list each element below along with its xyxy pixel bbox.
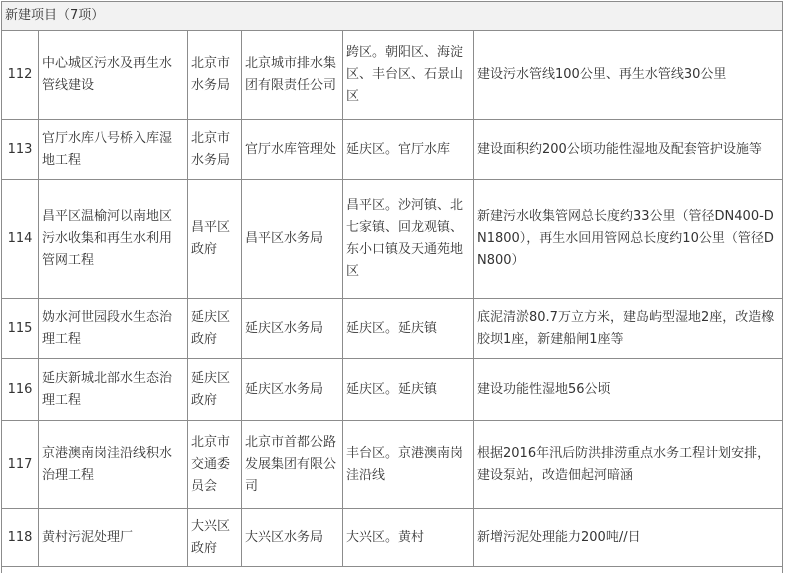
responsible-unit: 北京市水务局: [188, 120, 242, 180]
project-owner: 大兴区水务局: [242, 509, 343, 567]
section-header-row: [2, 2, 783, 31]
project-name: 黄村污泥处理厂: [39, 509, 188, 567]
project-number: 118: [2, 509, 39, 567]
project-name: 妫水河世园段水生态治理工程: [39, 299, 188, 359]
project-location: 昌平区。沙河镇、北七家镇、回龙观镇、东小口镇及天通苑地区: [343, 180, 474, 299]
project-owner: 昌平区水务局: [242, 180, 343, 299]
table-row: [2, 120, 783, 180]
responsible-unit: 延庆区政府: [188, 359, 242, 421]
project-name: 官厅水库八号桥入库湿地工程: [39, 120, 188, 180]
construction-scope: 底泥清淤80.7万立方米，建岛屿型湿地2座，改造橡胶坝1座，新建船闸1座等: [474, 299, 783, 359]
project-owner: 北京市首都公路发展集团有限公司: [242, 421, 343, 509]
table-row: [2, 421, 783, 509]
project-location: 延庆区。延庆镇: [343, 299, 474, 359]
responsible-unit: 延庆区政府: [188, 299, 242, 359]
project-number: 113: [2, 120, 39, 180]
construction-scope: 建设面积约200公顷功能性湿地及配套管护设施等: [474, 120, 783, 180]
construction-scope: 新建污水收集管网总长度约33公里（管径DN400-DN1800），再生水回用管网总长度约10公里（管径DN800）: [474, 180, 783, 299]
project-location: 延庆区。官厅水库: [343, 120, 474, 180]
project-name: 延庆新城北部水生态治理工程: [39, 359, 188, 421]
project-number: 114: [2, 180, 39, 299]
responsible-unit: 北京市交通委员会: [188, 421, 242, 509]
project-owner: 延庆区水务局: [242, 299, 343, 359]
project-number: 116: [2, 359, 39, 421]
construction-scope: 新增污泥处理能力200吨//日: [474, 509, 783, 567]
cut-off-cell: [2, 567, 783, 574]
section-title: 新建项目（7项）: [2, 2, 783, 31]
project-name: 中心城区污水及再生水管线建设: [39, 31, 188, 120]
project-number: 117: [2, 421, 39, 509]
project-location: 大兴区。黄村: [343, 509, 474, 567]
project-owner: 延庆区水务局: [242, 359, 343, 421]
responsible-unit: 昌平区政府: [188, 180, 242, 299]
construction-scope: 建设污水管线100公里、再生水管线30公里: [474, 31, 783, 120]
cut-off-row: [2, 567, 783, 574]
project-location: 跨区。朝阳区、海淀区、丰台区、石景山区: [343, 31, 474, 120]
project-name: 京港澳南岗洼沿线积水治理工程: [39, 421, 188, 509]
projects-table: [1, 1, 783, 573]
project-owner: 官厅水库管理处: [242, 120, 343, 180]
project-owner: 北京城市排水集团有限责任公司: [242, 31, 343, 120]
responsible-unit: 大兴区政府: [188, 509, 242, 567]
project-number: 115: [2, 299, 39, 359]
projects-table-body: [2, 2, 783, 574]
project-location: 延庆区。延庆镇: [343, 359, 474, 421]
table-row: [2, 509, 783, 567]
table-row: [2, 299, 783, 359]
table-row: [2, 359, 783, 421]
project-number: 112: [2, 31, 39, 120]
responsible-unit: 北京市水务局: [188, 31, 242, 120]
table-row: [2, 31, 783, 120]
construction-scope: 建设功能性湿地56公顷: [474, 359, 783, 421]
project-location: 丰台区。京港澳南岗洼沿线: [343, 421, 474, 509]
table-row: [2, 180, 783, 299]
construction-scope: 根据2016年汛后防洪排涝重点水务工程计划安排，建设泵站，改造佃起河暗涵: [474, 421, 783, 509]
project-name: 昌平区温榆河以南地区污水收集和再生水利用管网工程: [39, 180, 188, 299]
